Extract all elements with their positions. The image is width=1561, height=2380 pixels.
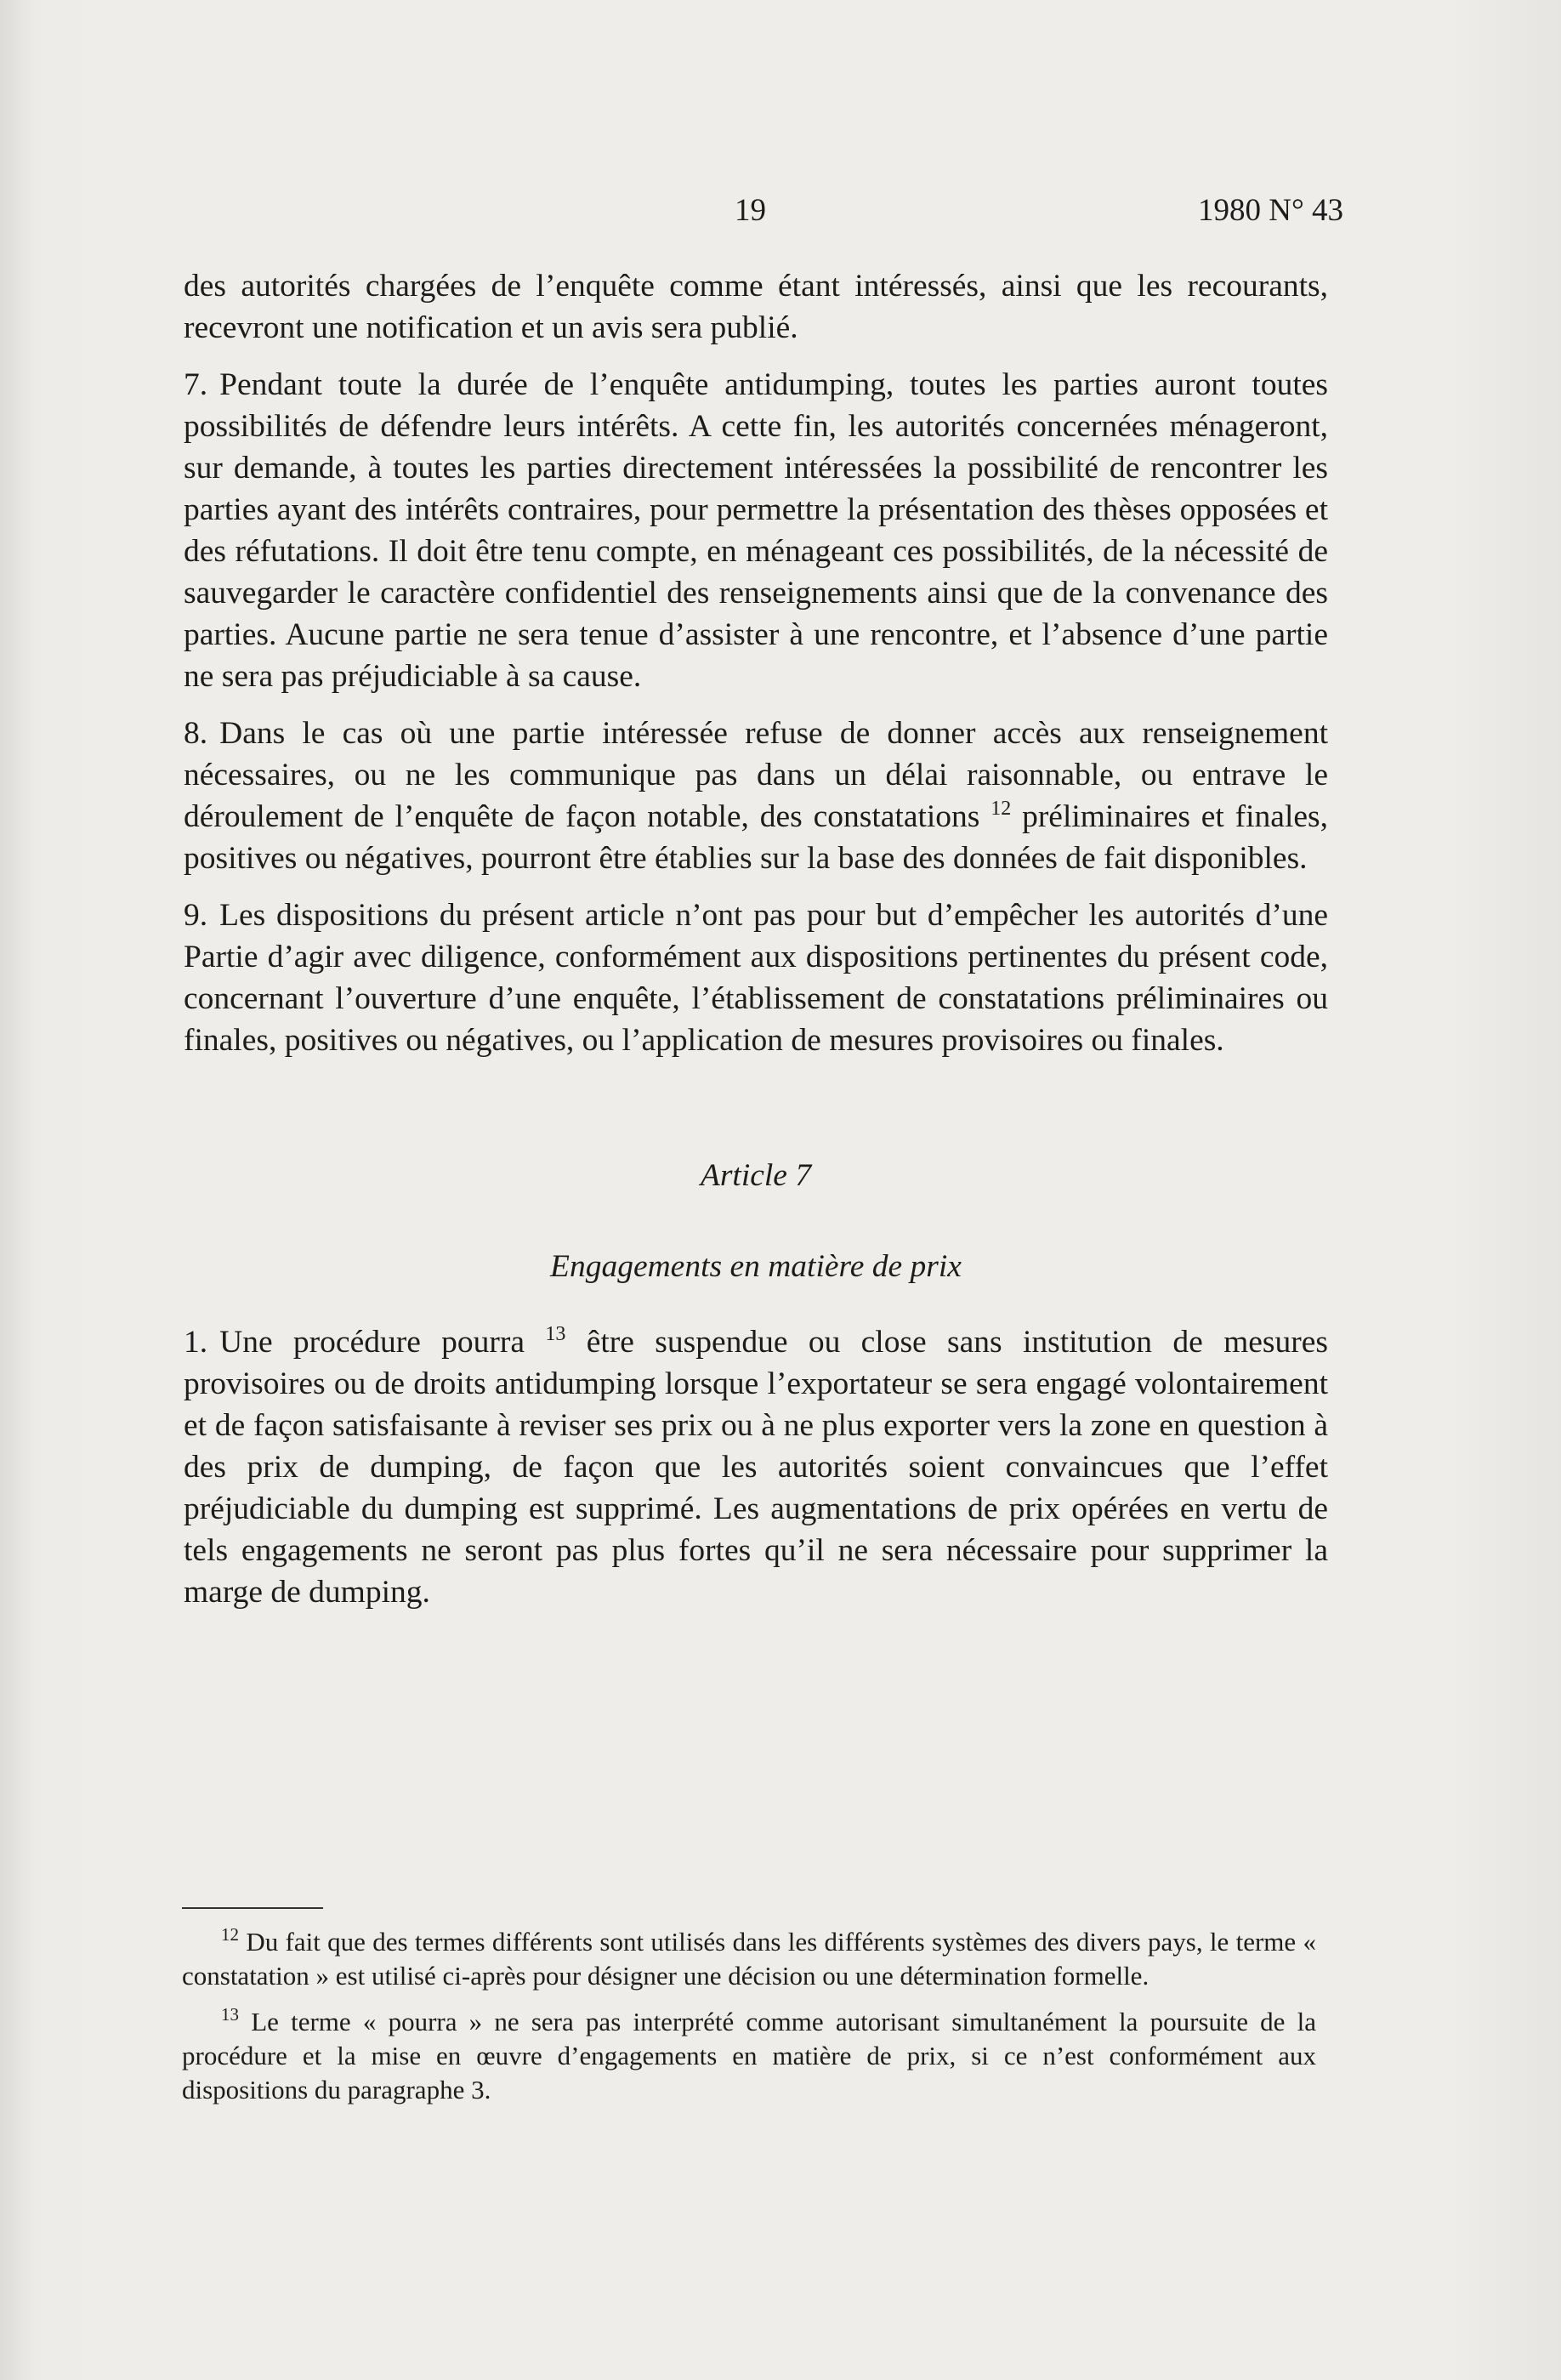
paragraph-7 <box>184 364 1328 697</box>
footnote-number: 12 <box>221 1924 239 1945</box>
paragraph-number: 1. <box>184 1325 208 1360</box>
paragraph-9 <box>184 895 1328 1061</box>
page-number: 19 <box>735 193 766 228</box>
page-header <box>182 192 1343 243</box>
article-subtitle: Engagements en matière de prix <box>550 1249 962 1284</box>
paragraph-continuation <box>184 265 1328 349</box>
footnotes <box>182 1925 1316 2119</box>
paragraph-text: Dans le cas où une partie intéressée refuse de donner accès aux renseignement nécessaires, ou ne les communique pas dans un délai raisonnable, ou entrave le déroulement de l’enquête de façon notable, des constatations <box>184 716 1328 834</box>
body-text <box>184 265 1328 1628</box>
paragraph-number: 9. <box>184 898 208 933</box>
paragraph-text: Pendant toute la durée de l’enquête antidumping, toutes les parties auront toutes possibilités de défendre leurs intérêts. A cette fin, les autorités concernées ménageront, sur demande, à toutes les parties directement intéressées la possibilité de rencontrer les parties ayant des intérêts contraires, pour permettre la présentation des thèses opposées et des réfutations. Il doit être tenu compte, en ménageant ces possibilités, de la nécessité de sauvegarder le caractère confidentiel des renseignements ainsi que de la convenance des parties. Aucune partie ne sera tenue d’assister à une rencontre, et l’absence d’une partie ne sera pas préjudiciable à sa cause. <box>184 367 1328 694</box>
paragraph-text: être suspendue ou close sans institution de mesures provisoires ou de droits antidumping lorsque l’exportateur se sera engagé volontairement et de façon satisfaisante à reviser ses prix ou à ne plus exporter vers la zone en question à des prix de dumping, de façon que les autorités soient convaincues que l’effet préjudiciable du dumping est supprimé. Les augmentations de prix opérées en vertu de tels engagements ne seront pas plus fortes qu’il ne sera nécessaire pour supprimer la marge de dumping. <box>184 1325 1328 1610</box>
footnote-12 <box>182 1925 1316 1993</box>
footnote-marker[interactable]: 13 <box>545 1323 566 1345</box>
article-title: Article 7 <box>700 1158 812 1193</box>
footnote-13 <box>182 2005 1316 2107</box>
paragraph-text: des autorités chargées de l’enquête comme étant intéressés, ainsi que les recourants, recevront une notification et un avis sera publié. <box>184 269 1328 345</box>
paragraph-8 <box>184 713 1328 879</box>
footnote-text: Du fait que des termes différents sont utilisés dans les différents systèmes des divers pays, le terme « constatation » est utilisé ci-après pour désigner une décision ou une détermination formelle. <box>182 1927 1316 1991</box>
footnote-number: 13 <box>221 2004 239 2025</box>
paragraph-number: 7. <box>184 367 208 402</box>
paragraph-text: préliminaires et finales, positives ou négatives, pourront être établies sur la base des données de fait disponibles. <box>184 799 1328 876</box>
footnote-text: Le terme « pourra » ne sera pas interprété comme autorisant simultanément la poursuite de la procédure et la mise en œuvre d’engagements en matière de prix, si ce n’est conformément aux dispositions du paragraphe 3. <box>182 2007 1316 2105</box>
paragraph-number: 8. <box>184 716 208 751</box>
footnote-divider <box>182 1907 323 1909</box>
footnote-marker[interactable]: 12 <box>991 798 1012 820</box>
paragraph-text: Une procédure pourra <box>219 1325 525 1360</box>
paragraph-text: Les dispositions du présent article n’ont pas pour but d’empêcher les autorités d’une Partie d’agir avec diligence, conformément aux dispositions pertinentes du présent code, concernant l’ouverture d’une enquête, l’établissement de constatations préliminaires ou finales, positives ou négatives, ou l’application de mesures provisoires ou finales. <box>184 898 1328 1058</box>
article-7-paragraph-1 <box>184 1321 1328 1613</box>
document-reference: 1980 N° 43 <box>1197 193 1343 228</box>
